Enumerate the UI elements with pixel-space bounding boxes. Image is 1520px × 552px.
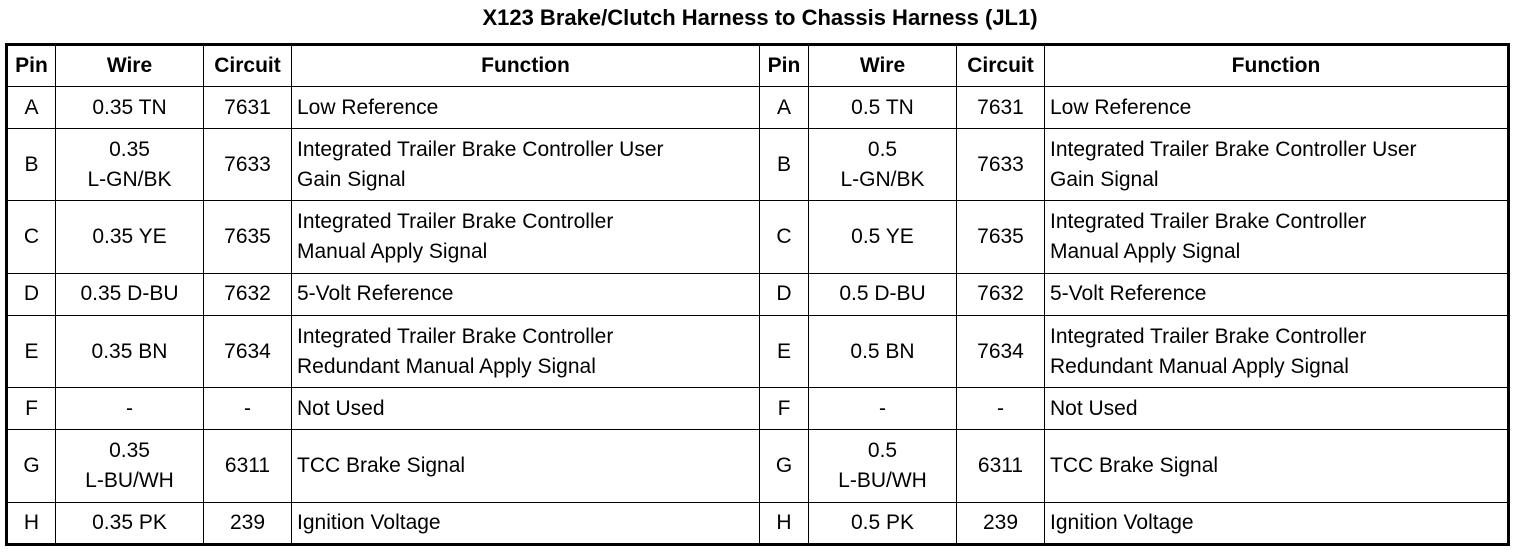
wire-line: 0.35 YE [92, 225, 167, 249]
wire-cell-left [56, 502, 204, 544]
circuit-cell-right: 7632 [957, 273, 1045, 315]
function-line: TCC Brake Signal [1050, 454, 1219, 478]
wire-cell-right [809, 129, 957, 201]
circuit-cell-left: 6311 [204, 430, 292, 502]
pin-cell-right: A [760, 87, 809, 129]
header-row [7, 45, 1509, 87]
circuit-cell-right: 7635 [957, 201, 1045, 273]
pin-cell-left: B [7, 129, 56, 201]
circuit-cell-right: 239 [957, 502, 1045, 544]
pin-cell-left: F [7, 388, 56, 430]
function-cell-right [1045, 129, 1509, 201]
wire-line: 0.35 PK [92, 510, 167, 534]
function-line: Not Used [1050, 396, 1138, 420]
circuit-cell-left: 7635 [204, 201, 292, 273]
header-circuit-right: Circuit [957, 45, 1045, 87]
pin-cell-left: H [7, 502, 56, 544]
function-cell-right [1045, 430, 1509, 502]
function-line: Not Used [297, 396, 385, 420]
header-circuit-left: Circuit [204, 45, 292, 87]
circuit-cell-left: 7631 [204, 87, 292, 129]
wire-line: 0.35 [109, 439, 150, 463]
function-cell-right [1045, 388, 1509, 430]
wire-line: 0.5 D-BU [839, 282, 926, 306]
table-row [7, 201, 1509, 273]
function-cell-right [1045, 273, 1509, 315]
pinout-table [5, 43, 1510, 546]
wire-line: L-GN/BK [840, 167, 925, 191]
pin-cell-left: A [7, 87, 56, 129]
wire-line: 0.5 PK [850, 510, 915, 534]
header-wire-left: Wire [56, 45, 204, 87]
pin-cell-right: D [760, 273, 809, 315]
table-row [7, 315, 1509, 387]
pin-cell-right: G [760, 430, 809, 502]
wire-cell-left [56, 315, 204, 387]
wire-cell-right [809, 388, 957, 430]
wire-line: 0.5 YE [851, 225, 914, 249]
circuit-cell-left: 7634 [204, 315, 292, 387]
function-line: Integrated Trailer Brake Controller User [297, 137, 664, 161]
function-cell-left [292, 388, 760, 430]
function-line: Manual Apply Signal [297, 240, 488, 264]
wire-cell-left [56, 201, 204, 273]
circuit-cell-left: 7633 [204, 129, 292, 201]
circuit-cell-right: - [957, 388, 1045, 430]
circuit-cell-right: 7633 [957, 129, 1045, 201]
table-row [7, 430, 1509, 502]
wire-cell-left [56, 273, 204, 315]
function-line: Redundant Manual Apply Signal [1050, 354, 1349, 378]
wire-cell-right [809, 315, 957, 387]
wire-cell-left [56, 129, 204, 201]
pin-cell-right: H [760, 502, 809, 544]
wire-line: L-BU/WH [85, 469, 174, 493]
wire-line: 0.35 D-BU [80, 282, 179, 306]
wire-line: - [126, 396, 133, 420]
function-line: Ignition Voltage [297, 510, 441, 534]
wire-line: 0.5 TN [851, 95, 914, 119]
function-cell-left [292, 502, 760, 544]
table-row [7, 273, 1509, 315]
page-title: X123 Brake/Clutch Harness to Chassis Harness (JL1) [482, 5, 1038, 30]
function-line: 5-Volt Reference [297, 282, 454, 306]
pin-cell-right: C [760, 201, 809, 273]
wire-cell-left [56, 388, 204, 430]
function-cell-left [292, 273, 760, 315]
function-cell-left [292, 87, 760, 129]
wire-line: 0.35 TN [92, 95, 167, 119]
function-line: Ignition Voltage [1050, 510, 1194, 534]
table-row [7, 129, 1509, 201]
wire-cell-right [809, 502, 957, 544]
pin-cell-right: B [760, 129, 809, 201]
function-cell-left [292, 201, 760, 273]
function-line: Integrated Trailer Brake Controller [297, 324, 614, 348]
function-cell-left [292, 129, 760, 201]
wire-line: L-BU/WH [838, 469, 927, 493]
pin-cell-left: D [7, 273, 56, 315]
header-pin-left: Pin [7, 45, 56, 87]
wire-line: L-GN/BK [87, 167, 172, 191]
wire-cell-left [56, 430, 204, 502]
function-cell-left [292, 315, 760, 387]
wire-cell-right [809, 430, 957, 502]
function-line: Redundant Manual Apply Signal [297, 354, 596, 378]
function-line: Integrated Trailer Brake Controller User [1050, 137, 1417, 161]
wire-line: 0.35 [109, 137, 150, 161]
function-line: Manual Apply Signal [1050, 240, 1241, 264]
pin-cell-left: G [7, 430, 56, 502]
function-line: Low Reference [297, 95, 439, 119]
circuit-cell-right: 7634 [957, 315, 1045, 387]
function-line: Gain Signal [297, 167, 406, 191]
pin-cell-left: C [7, 201, 56, 273]
header-pin-right: Pin [760, 45, 809, 87]
circuit-cell-right: 7631 [957, 87, 1045, 129]
pin-cell-left: E [7, 315, 56, 387]
wire-line: - [879, 396, 886, 420]
function-cell-right [1045, 201, 1509, 273]
wire-line: 0.5 BN [850, 339, 915, 363]
circuit-cell-left: 7632 [204, 273, 292, 315]
function-cell-right [1045, 315, 1509, 387]
pin-cell-right: F [760, 388, 809, 430]
table-row [7, 502, 1509, 544]
table-row [7, 87, 1509, 129]
circuit-cell-left: 239 [204, 502, 292, 544]
table-row [7, 388, 1509, 430]
pin-rows [7, 87, 1509, 545]
function-line: Low Reference [1050, 95, 1192, 119]
circuit-cell-left: - [204, 388, 292, 430]
header-wire-right: Wire [809, 45, 957, 87]
wire-cell-right [809, 201, 957, 273]
function-line: Integrated Trailer Brake Controller [297, 210, 614, 234]
function-cell-left [292, 430, 760, 502]
function-line: Gain Signal [1050, 167, 1159, 191]
wire-cell-right [809, 87, 957, 129]
wire-line: 0.5 [867, 439, 898, 463]
wire-cell-right [809, 273, 957, 315]
wire-line: 0.5 [867, 137, 898, 161]
header-function-right: Function [1045, 45, 1509, 87]
circuit-cell-right: 6311 [957, 430, 1045, 502]
wire-line: 0.35 BN [91, 339, 168, 363]
function-line: Integrated Trailer Brake Controller [1050, 210, 1367, 234]
function-line: Integrated Trailer Brake Controller [1050, 324, 1367, 348]
pin-cell-right: E [760, 315, 809, 387]
function-cell-right [1045, 502, 1509, 544]
function-line: 5-Volt Reference [1050, 282, 1207, 306]
wire-cell-left [56, 87, 204, 129]
function-cell-right [1045, 87, 1509, 129]
function-line: TCC Brake Signal [297, 454, 466, 478]
header-function-left: Function [292, 45, 760, 87]
